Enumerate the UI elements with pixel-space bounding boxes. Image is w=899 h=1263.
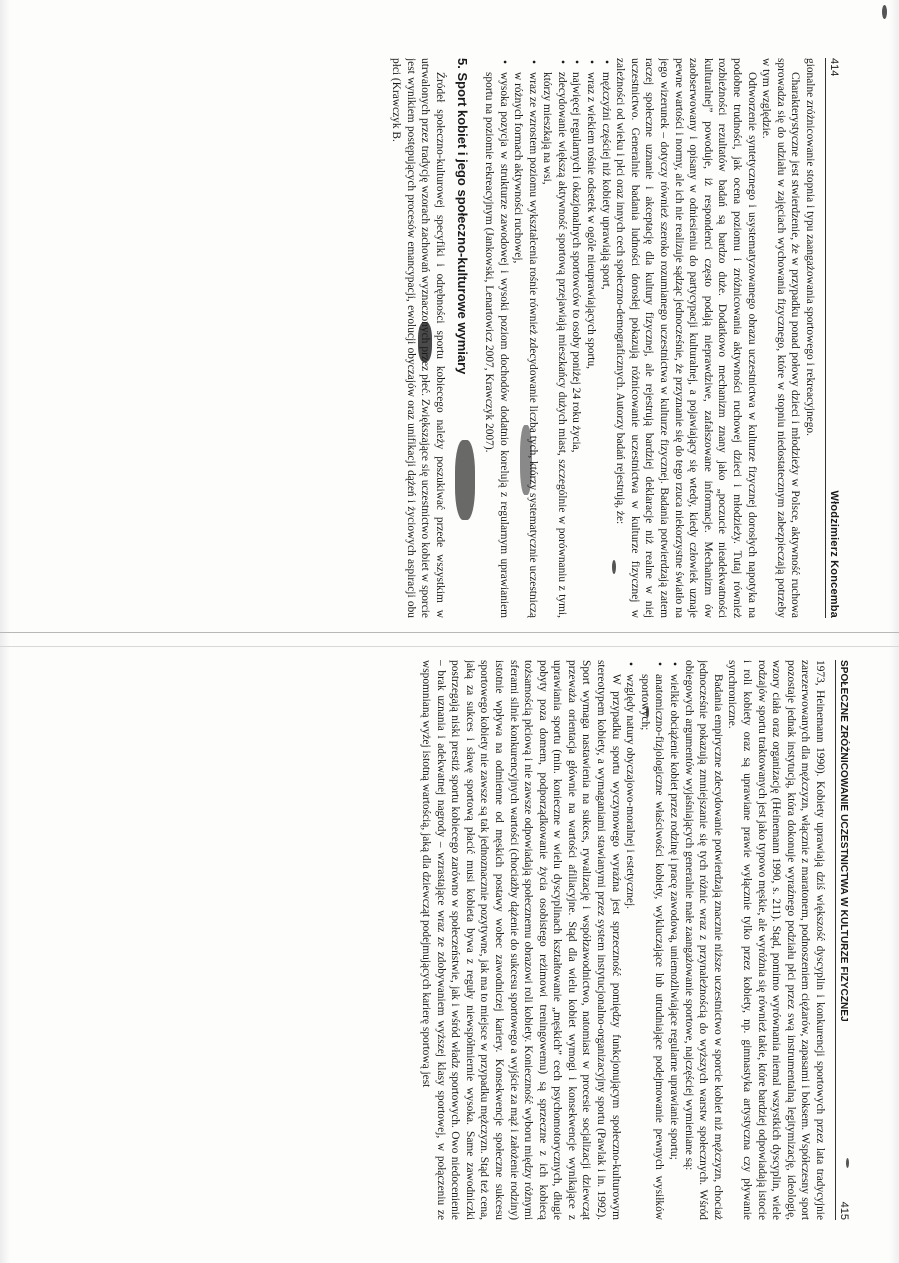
paragraph: Badania empiryczne zdecydowanie potwierdzają znacznie niższe uczestnictwo w sporcie kobiet niż mężczyzn, chociaż jednocześnie pokazują zmniejszanie się tych różnic wraz z przynależnością do wyższych warstw społecznych. Wśród obiegowych argumentów wyjaśniających generalnie małe zaangażowanie sportowe, najczęściej wymieniane są: [682,660,724,1220]
page-number: 415 [838,1201,850,1220]
bullet-item: • wraz z wiekiem rośnie odsetek w ogóle nieuprawiających sportu, [584,58,599,618]
scan-speck [882,5,887,19]
bullet-list [481,58,612,618]
bullet-item: • wysoka pozycja w strukturze zawodowej i wysoki poziom dochodów dodatnio korelują z regularnym uprawianiem sportu na poziomie rekreacyjnym (Jankowski, Lenartowicz 2007, Krawczyk 2007). [481,58,510,618]
bullet-item: • mężczyźni częściej niż kobiety uprawiają sport, [598,58,613,618]
paragraph: gionalne zróżnicowanie stopnia i typu zaangażowania sportowego i rekreacyjnego. [804,58,816,436]
paragraph: Źródeł społeczno-kulturowej specyfiki i odrębności sportu kobiecego należy poszukiwać przede wszystkim w utrwalonych przez tradycję wzorach zachowań wyznaczonych przez płeć. Zwiększające się uczestnictwo kobiet w sporcie jest wynikiem postępujących procesów emancypacji, ewolucji obyczajów oraz unifikacji dążeń i życiowych aspiracji obu płci (Krawczyk B. [389,58,446,618]
bullet-item: • anatomiczno-fizjologiczne właściwości kobiety, wykluczające lub utrudniające podejmowanie pewnych wysiłków sportowych; [637,660,666,1220]
running-title: SPOŁECZNE ZRÓŻNICOWANIE UCZESTNICTWA W KULTURZE FIZYCZNEJ [838,660,849,1022]
page-414 [40,58,840,618]
bullet-item: • najwięcej regularnych i okazjonalnych sportowców to osoby poniżej 24 roku życia, [569,58,584,618]
page-fold-line [0,632,899,633]
page-415 [50,660,850,1220]
bullet-item: • wielkie obciążenie kobiet przez rodzinę i pracę zawodową, uniemożliwiające regularne uprawianie sportu; [666,660,681,1220]
running-author: Włodzimierz Koncemba [828,490,840,618]
paragraph: W przypadku sportu wyczynowego wyraźna jest sprzeczność pomiędzy funkcjonującym społeczno-kulturowym stereotypem kobiety, a wymaganiami stawianymi przez system instytucjonalno-organizacyjny sportu (Pawlak i in. 1992). Sport wymaga nastawienia na sukces, rywalizację i współzawodnictwo, natomiast w procesie socjalizacji dziewcząt przeważa orientacja głównie na wartości afiliacyjne. Stąd dla wielu kobiet wymogi i konsekwencje wynikające z uprawiania sportu (min. konieczne w wielu dyscyplinach kształtowanie „męskich” cech psychomotorycznych, długie pobyty poza domem, podporządkowanie życia osobistego reżimowi treningowemu) są sprzeczne z ich kobiecą tożsamością płciową i nie zawsze odpowiadają społecznemu obrazowi roli kobiety. Konieczność wyboru między różnymi sferami silnie konkurencyjnych wartości (chociażby dążenie do sukcesu sportowego a wyjście za mąż i założenie rodziny) istotnie wpływa na odmienne od męskich postawy wobec zawodniczej kariery. Konsekwencje społeczne sukcesu sportowego kobiety nie zawsze są tak jednoznacznie pozytywne, jak ma to miejsce w przypadku mężczyzn. Stąd też cena, jaką za sukces i sławę sportową płacić musi kobieta bywa z reguły niewspółmiernie wysoka. Same zawodniczki postrzegają niski prestiż sportu kobiecego zarówno w społeczeństwie, jak i wśród władz sportowych. Owo niedocenienie – brak uznania i adekwatnej nagrody – wzrastające wraz ze zdobywaniem wyższej klasy sportowej, w połączeniu ze wspomnianą wyżej istotną wartością, jaką dla dziewcząt podejmujących karierę sportową jest [419,660,622,1220]
bullet-item: • wraz ze wzrostem poziomu wykształcenia rośnie również zdecydowanie liczba tych, którzy systematycznie uczestniczą w różnych formach aktywności ruchowej, [511,58,540,618]
section-heading: 5. Sport kobiet i jego społeczno-kulturowe wymiary [455,58,471,375]
page-header [835,660,850,1220]
page-body [388,58,817,618]
bullet-item: • względy natury obyczajowo-moralnej i estetycznej. [623,660,638,1220]
page-number: 414 [828,58,840,77]
page-header [825,58,840,618]
page-body [418,660,827,1220]
bullet-list [623,660,681,1220]
paragraph: Charakterystyczne jest stwierdzenie, że w przypadku ponad połowy dzieci i młodzieży w Polsce, aktywność ruchowa sprowadza się do udziału w zajęciach wychowania fizycznego, które w stopniu niedostatecznym zabezpieczają potrzeby w tym względzie. [760,58,802,618]
bullet-item: • zdecydowanie większą aktywność sportową przejawiają mieszkańcy dużych miast, szczególnie w porównaniu z tymi, którzy mieszkają na wsi, [540,58,569,618]
paragraph: Odtworzenie syntetycznego i usystematyzowanego obrazu uczestnictwa w kulturze fizycznej dorosłych napotyka na podobne trudności, jak ocena poziomu i zróżnicowania aktywności ruchowej dzieci i młodzieży. Tutaj również rozbieżności rezultatów badań są bardzo duże. Dodatkowo mechanizm znany jako „poczucie nieadekwatności kulturalnej” powoduje, iż respondenci często podają nieprawdziwe, zafałszowane informacje. Mechanizm ów zaobserwowany i opisany w odniesieniu do partycypacji kulturalnej, a pojawiający się wtedy, kiedy człowiek uznaje pewne wartości i normy, ale ich nie realizuje sądząc jednocześnie, że przyznanie się do tego rzuca niekorzystne światło na jego wizerunek – dotyczy również szeroko rozumianego uczestnictwa w kulturze fizycznej. Badania potwierdzają zatem raczej społeczne uznanie i akceptację dla kultury fizycznej, ale rejestrują bardziej deklaracje niż realne w niej uczestnictwo. Generalnie badania ludności dorosłej pokazują różnicowanie uczestnictwa w kulturze fizycznej w zależności od wieku i płci oraz innych cech społeczno-demograficznych. Autorzy badań rejestrują, że: [614,58,758,618]
page-fold-line-shadow [0,646,899,647]
paragraph: 1973, Heinemann 1990). Kobiety uprawiają dziś większość dyscyplin i konkurencji sportowych przez lata tradycyjnie zarezerwowanych dla mężczyzn, włącznie z maratonem, podnoszeniem ciężarów, zapasami i boksem. Współczesny sport pozostaje jednak instytucją, która dokonuje wyraźnego podziału płci przez swą instrumentalną legitymizację, ideologię, wzory ciała oraz organizację (Heinemann 1990, s. 211). Stąd, pomimo wyrównania niemal wszystkich dyscyplin, wiele rodzajów sportu traktowanych jest jako typowo męskie, ale wyróżnia się również takie, które bardziej odpowiadają istocie i roli kobiety oraz są uprawiane prawie wyłącznie tylko przez kobiety, np. gimnastyka artystyczna czy pływanie synchroniczne. [726,660,826,1220]
